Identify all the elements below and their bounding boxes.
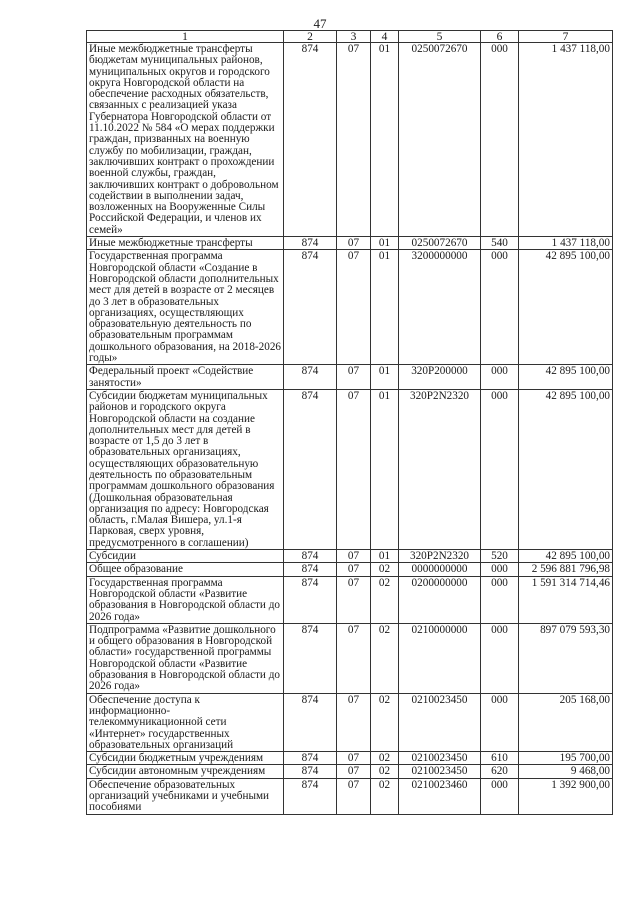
row-subsection: 01 xyxy=(371,365,399,390)
row-section: 07 xyxy=(337,250,371,365)
row-expense-type: 540 xyxy=(481,237,519,250)
row-ministry-code: 874 xyxy=(284,237,337,250)
row-section: 07 xyxy=(337,765,371,778)
row-ministry-code: 874 xyxy=(284,43,337,237)
row-amount: 1 437 118,00 xyxy=(519,43,613,237)
row-section: 07 xyxy=(337,693,371,751)
row-subsection: 01 xyxy=(371,43,399,237)
row-subsection: 01 xyxy=(371,389,399,549)
row-target-code: 0200000000 xyxy=(399,576,481,623)
table-row xyxy=(87,576,613,623)
header-cell: 7 xyxy=(519,31,613,43)
row-ministry-code: 874 xyxy=(284,550,337,563)
row-ministry-code: 874 xyxy=(284,563,337,576)
row-amount: 42 895 100,00 xyxy=(519,250,613,365)
row-ministry-code: 874 xyxy=(284,623,337,693)
table-row xyxy=(87,752,613,765)
row-amount: 9 468,00 xyxy=(519,765,613,778)
row-name: Субсидии xyxy=(87,550,284,563)
row-name: Государственная программа Новгородской области «Создание в Новгородской области дополнительных мест для детей в возрасте от 2 месяцев до 3 лет в образовательных организациях, осуществляющих образовательную деятельность по образовательным программам дошкольного образования, на 2018-2026 годы» xyxy=(87,250,284,365)
row-name: Иные межбюджетные трансферты бюджетам муниципальных районов, муниципальных округов и городского округа Новгородской области на обеспечение расходных обязательств, связанных с реализацией указа Губернатора Новгородской области от 11.10.2022 № 584 «О мерах поддержки граждан, призванных на военную службу по мобилизации, граждан, заключивших контракт о прохождении военной службы, граждан, заключивших контракт о добровольном содействии в выполнении задач, возложенных на Вооруженные Силы Российской Федерации, и членов их семей» xyxy=(87,43,284,237)
row-name: Субсидии автономным учреждениям xyxy=(87,765,284,778)
table-row xyxy=(87,550,613,563)
row-amount: 195 700,00 xyxy=(519,752,613,765)
row-ministry-code: 874 xyxy=(284,693,337,751)
row-name: Обеспечение доступа к информационно-телекоммуникационной сети «Интернет» государственных образовательных организаций xyxy=(87,693,284,751)
row-ministry-code: 874 xyxy=(284,365,337,390)
row-expense-type: 000 xyxy=(481,778,519,814)
row-amount: 1 437 118,00 xyxy=(519,237,613,250)
row-section: 07 xyxy=(337,237,371,250)
row-name: Федеральный проект «Содействие занятости» xyxy=(87,365,284,390)
row-section: 07 xyxy=(337,623,371,693)
row-amount: 205 168,00 xyxy=(519,693,613,751)
row-name: Государственная программа Новгородской области «Развитие образования в Новгородской области до 2026 года» xyxy=(87,576,284,623)
header-cell: 2 xyxy=(284,31,337,43)
row-section: 07 xyxy=(337,365,371,390)
row-ministry-code: 874 xyxy=(284,250,337,365)
row-target-code: 320P200000 xyxy=(399,365,481,390)
row-target-code: 3200000000 xyxy=(399,250,481,365)
row-expense-type: 000 xyxy=(481,389,519,549)
row-name: Субсидии бюджетам муниципальных районов и городского округа Новгородской области на создание дополнительных мест для детей в возрасте от 1,5 до 3 лет в образовательных организациях, осуществляющих образовательную деятельность по образовательным программам дошкольного образования (Дошкольная образовательная организация по адресу: Новгородская область, г.Малая Вишера, ул.1-я Парковая, сверх уровня, предусмотренного в соглашении) xyxy=(87,389,284,549)
budget-table xyxy=(86,30,613,815)
row-ministry-code: 874 xyxy=(284,752,337,765)
table-row xyxy=(87,389,613,549)
row-ministry-code: 874 xyxy=(284,576,337,623)
row-amount: 42 895 100,00 xyxy=(519,389,613,549)
row-name: Подпрограмма «Развитие дошкольного и общего образования в Новгородской области» государственной программы Новгородской области «Развитие образования в Новгородской области до 2026 года» xyxy=(87,623,284,693)
header-cell: 4 xyxy=(371,31,399,43)
row-target-code: 0210023450 xyxy=(399,693,481,751)
table-row xyxy=(87,563,613,576)
row-subsection: 02 xyxy=(371,563,399,576)
row-target-code: 0210023450 xyxy=(399,765,481,778)
table-row xyxy=(87,693,613,751)
row-amount: 897 079 593,30 xyxy=(519,623,613,693)
row-expense-type: 000 xyxy=(481,43,519,237)
row-section: 07 xyxy=(337,550,371,563)
row-amount: 42 895 100,00 xyxy=(519,365,613,390)
row-subsection: 02 xyxy=(371,623,399,693)
row-target-code: 320P2N2320 xyxy=(399,550,481,563)
row-target-code: 0250072670 xyxy=(399,237,481,250)
table-row xyxy=(87,237,613,250)
row-section: 07 xyxy=(337,752,371,765)
row-section: 07 xyxy=(337,778,371,814)
row-subsection: 01 xyxy=(371,550,399,563)
page-number: 47 xyxy=(313,16,327,31)
table-row xyxy=(87,365,613,390)
row-subsection: 01 xyxy=(371,237,399,250)
header-cell: 1 xyxy=(87,31,284,43)
row-subsection: 01 xyxy=(371,250,399,365)
row-subsection: 02 xyxy=(371,765,399,778)
header-cell: 6 xyxy=(481,31,519,43)
row-amount: 2 596 881 796,98 xyxy=(519,563,613,576)
row-amount: 1 392 900,00 xyxy=(519,778,613,814)
row-target-code: 0000000000 xyxy=(399,563,481,576)
row-expense-type: 000 xyxy=(481,693,519,751)
row-expense-type: 520 xyxy=(481,550,519,563)
row-expense-type: 000 xyxy=(481,563,519,576)
row-ministry-code: 874 xyxy=(284,765,337,778)
row-target-code: 0210023460 xyxy=(399,778,481,814)
row-subsection: 02 xyxy=(371,693,399,751)
header-cell: 5 xyxy=(399,31,481,43)
row-section: 07 xyxy=(337,389,371,549)
row-expense-type: 000 xyxy=(481,576,519,623)
row-target-code: 0210000000 xyxy=(399,623,481,693)
row-amount: 42 895 100,00 xyxy=(519,550,613,563)
row-expense-type: 000 xyxy=(481,365,519,390)
row-section: 07 xyxy=(337,576,371,623)
row-subsection: 02 xyxy=(371,778,399,814)
row-name: Обеспечение образовательных организаций учебниками и учебными пособиями xyxy=(87,778,284,814)
row-name: Иные межбюджетные трансферты xyxy=(87,237,284,250)
row-target-code: 320P2N2320 xyxy=(399,389,481,549)
row-section: 07 xyxy=(337,563,371,576)
row-subsection: 02 xyxy=(371,576,399,623)
row-name: Общее образование xyxy=(87,563,284,576)
table-row xyxy=(87,43,613,237)
row-expense-type: 000 xyxy=(481,623,519,693)
row-ministry-code: 874 xyxy=(284,389,337,549)
table-row xyxy=(87,250,613,365)
row-name: Субсидии бюджетным учреждениям xyxy=(87,752,284,765)
row-target-code: 0250072670 xyxy=(399,43,481,237)
table-row xyxy=(87,765,613,778)
table-header-row xyxy=(87,31,613,43)
row-section: 07 xyxy=(337,43,371,237)
table-row xyxy=(87,778,613,814)
table-row xyxy=(87,623,613,693)
row-expense-type: 610 xyxy=(481,752,519,765)
row-ministry-code: 874 xyxy=(284,778,337,814)
row-target-code: 0210023450 xyxy=(399,752,481,765)
row-subsection: 02 xyxy=(371,752,399,765)
header-cell: 3 xyxy=(337,31,371,43)
row-expense-type: 000 xyxy=(481,250,519,365)
row-expense-type: 620 xyxy=(481,765,519,778)
row-amount: 1 591 314 714,46 xyxy=(519,576,613,623)
